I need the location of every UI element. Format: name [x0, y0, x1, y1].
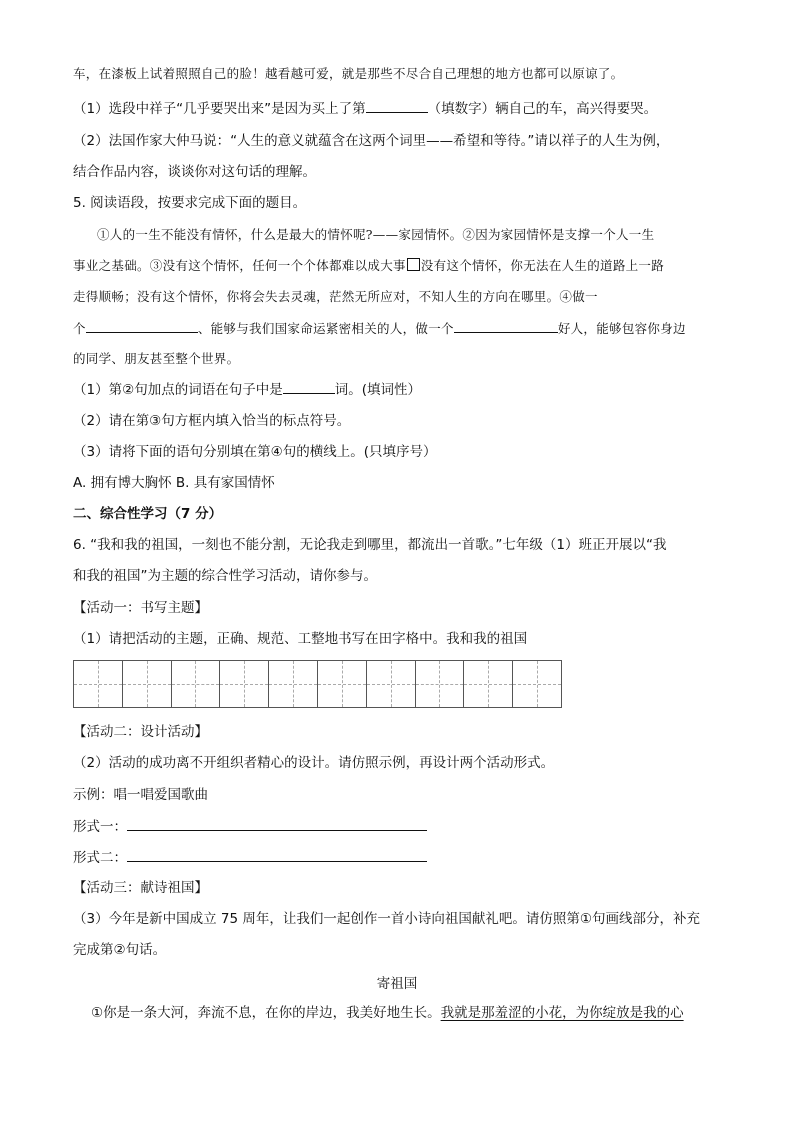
grid-cell[interactable]	[464, 661, 513, 707]
q4-sub1-blank[interactable]	[366, 98, 428, 113]
q4-sub1-pre: （1）选段中祥子“几乎要哭出来”是因为买上了第	[73, 101, 366, 117]
form2-answer-line[interactable]	[127, 847, 427, 862]
grid-cell[interactable]	[318, 661, 367, 707]
q5-passage-line2	[73, 256, 664, 276]
activity3-question-line1: （3）今年是新中国成立 75 周年，让我们一起创作一首小诗向祖国献礼吧。请仿照第①句画线部分，补充	[73, 911, 700, 927]
q6-intro-line2: 和我的祖国”为主题的综合性学习活动，请你参与。	[73, 568, 377, 584]
q5-passage-line1: ①人的一生不能没有情怀，什么是最大的情怀呢?——家园情怀。②因为家园情怀是支撑一个人一生	[97, 227, 655, 242]
grid-cell[interactable]	[172, 661, 221, 707]
form2-label: 形式二：	[73, 850, 127, 866]
q5-sub2: （2）请在第③句方框内填入恰当的标点符号。	[73, 413, 351, 429]
activity3-heading: 【活动三：献诗祖国】	[73, 880, 208, 896]
q5-passage-line4-c: 好人，能够包容你身边	[557, 321, 686, 336]
poem-line1	[91, 1003, 684, 1023]
form1-row	[73, 816, 427, 837]
form1-label: 形式一：	[73, 819, 127, 835]
q5-sub1	[73, 379, 421, 400]
grid-cell[interactable]	[269, 661, 318, 707]
activity2-example: 示例：唱一唱爱国歌曲	[73, 787, 208, 803]
grid-cell[interactable]	[220, 661, 269, 707]
q5-passage-line4	[73, 318, 686, 339]
grid-cell[interactable]	[74, 661, 123, 707]
activity2-heading: 【活动二：设计活动】	[73, 724, 208, 740]
q5-sub1-post: 词。(填词性）	[334, 382, 421, 398]
grid-cell[interactable]	[123, 661, 172, 707]
q5-options: A. 拥有博大胸怀 B. 具有家国情怀	[73, 475, 275, 491]
q5-blank-2[interactable]	[454, 318, 558, 333]
poem-line1-plain: ①你是一条大河，奔流不息，在你的岸边，我美好地生长。	[91, 1005, 441, 1021]
grid-cell[interactable]	[416, 661, 465, 707]
activity3-question-line2: 完成第②句话。	[73, 942, 167, 958]
q5-title: 5. 阅读语段，按要求完成下面的题目。	[73, 195, 307, 211]
q5-passage-line5: 的同学、朋友甚至整个世界。	[73, 351, 240, 366]
q4-passage-end: 车，在漆板上试着照照自己的脸！越看越可爱，就是那些不尽合自己理想的地方也都可以原谅了。	[73, 66, 624, 81]
grid-cell[interactable]	[513, 661, 561, 707]
tianzige-grid[interactable]	[73, 660, 562, 708]
q4-sub2-line2: 结合作品内容，谈谈你对这句话的理解。	[73, 164, 316, 180]
q6-intro-line1: 6. “我和我的祖国，一刻也不能分割，无论我走到哪里，都流出一首歌。”七年级（1）班正开展以“我	[73, 537, 667, 553]
section2-heading: 二、综合性学习（7 分）	[73, 506, 223, 522]
activity1-heading: 【活动一：书写主题】	[73, 600, 208, 616]
q4-sub1	[73, 98, 657, 119]
punctuation-box[interactable]	[407, 258, 420, 271]
q5-sub1-blank[interactable]	[283, 379, 335, 394]
form2-row	[73, 847, 427, 868]
q5-passage-line4-a: 个	[73, 321, 86, 336]
q4-sub1-post: （填数字）辆自己的车，高兴得要哭。	[427, 101, 658, 117]
activity1-question: （1）请把活动的主题，正确、规范、工整地书写在田字格中。我和我的祖国	[73, 631, 528, 647]
poem-line1-underlined: 我就是那羞涩的小花，为你绽放是我的心	[440, 1005, 684, 1021]
q5-blank-1[interactable]	[86, 318, 198, 333]
q5-sub3: （3）请将下面的语句分别填在第④句的横线上。(只填序号）	[73, 444, 437, 460]
form1-answer-line[interactable]	[127, 816, 427, 831]
grid-cell[interactable]	[367, 661, 416, 707]
q5-passage-line4-b: 、能够与我们国家命运紧密相关的人，做一个	[197, 321, 454, 336]
poem-title: 寄祖国	[376, 976, 418, 992]
q5-passage-line3: 走得顺畅；没有这个情怀，你将会失去灵魂，茫然无所应对，不知人生的方向在哪里。④做一	[73, 289, 598, 304]
activity2-question: （2）活动的成功离不开组织者精心的设计。请仿照示例，再设计两个活动形式。	[73, 755, 555, 771]
q5-sub1-pre: （1）第②句加点的词语在句子中是	[73, 382, 283, 398]
q5-passage-line2-a: 事业之基础。③没有这个情怀，任何一个个体都难以成大事	[73, 258, 406, 273]
q4-sub2-line1: （2）法国作家大仲马说：“人生的意义就蕴含在这两个词里——希望和等待。”请以祥子的人生为例，	[73, 133, 670, 149]
q5-passage-line2-b: 没有这个情怀，你无法在人生的道路上一路	[420, 258, 665, 273]
